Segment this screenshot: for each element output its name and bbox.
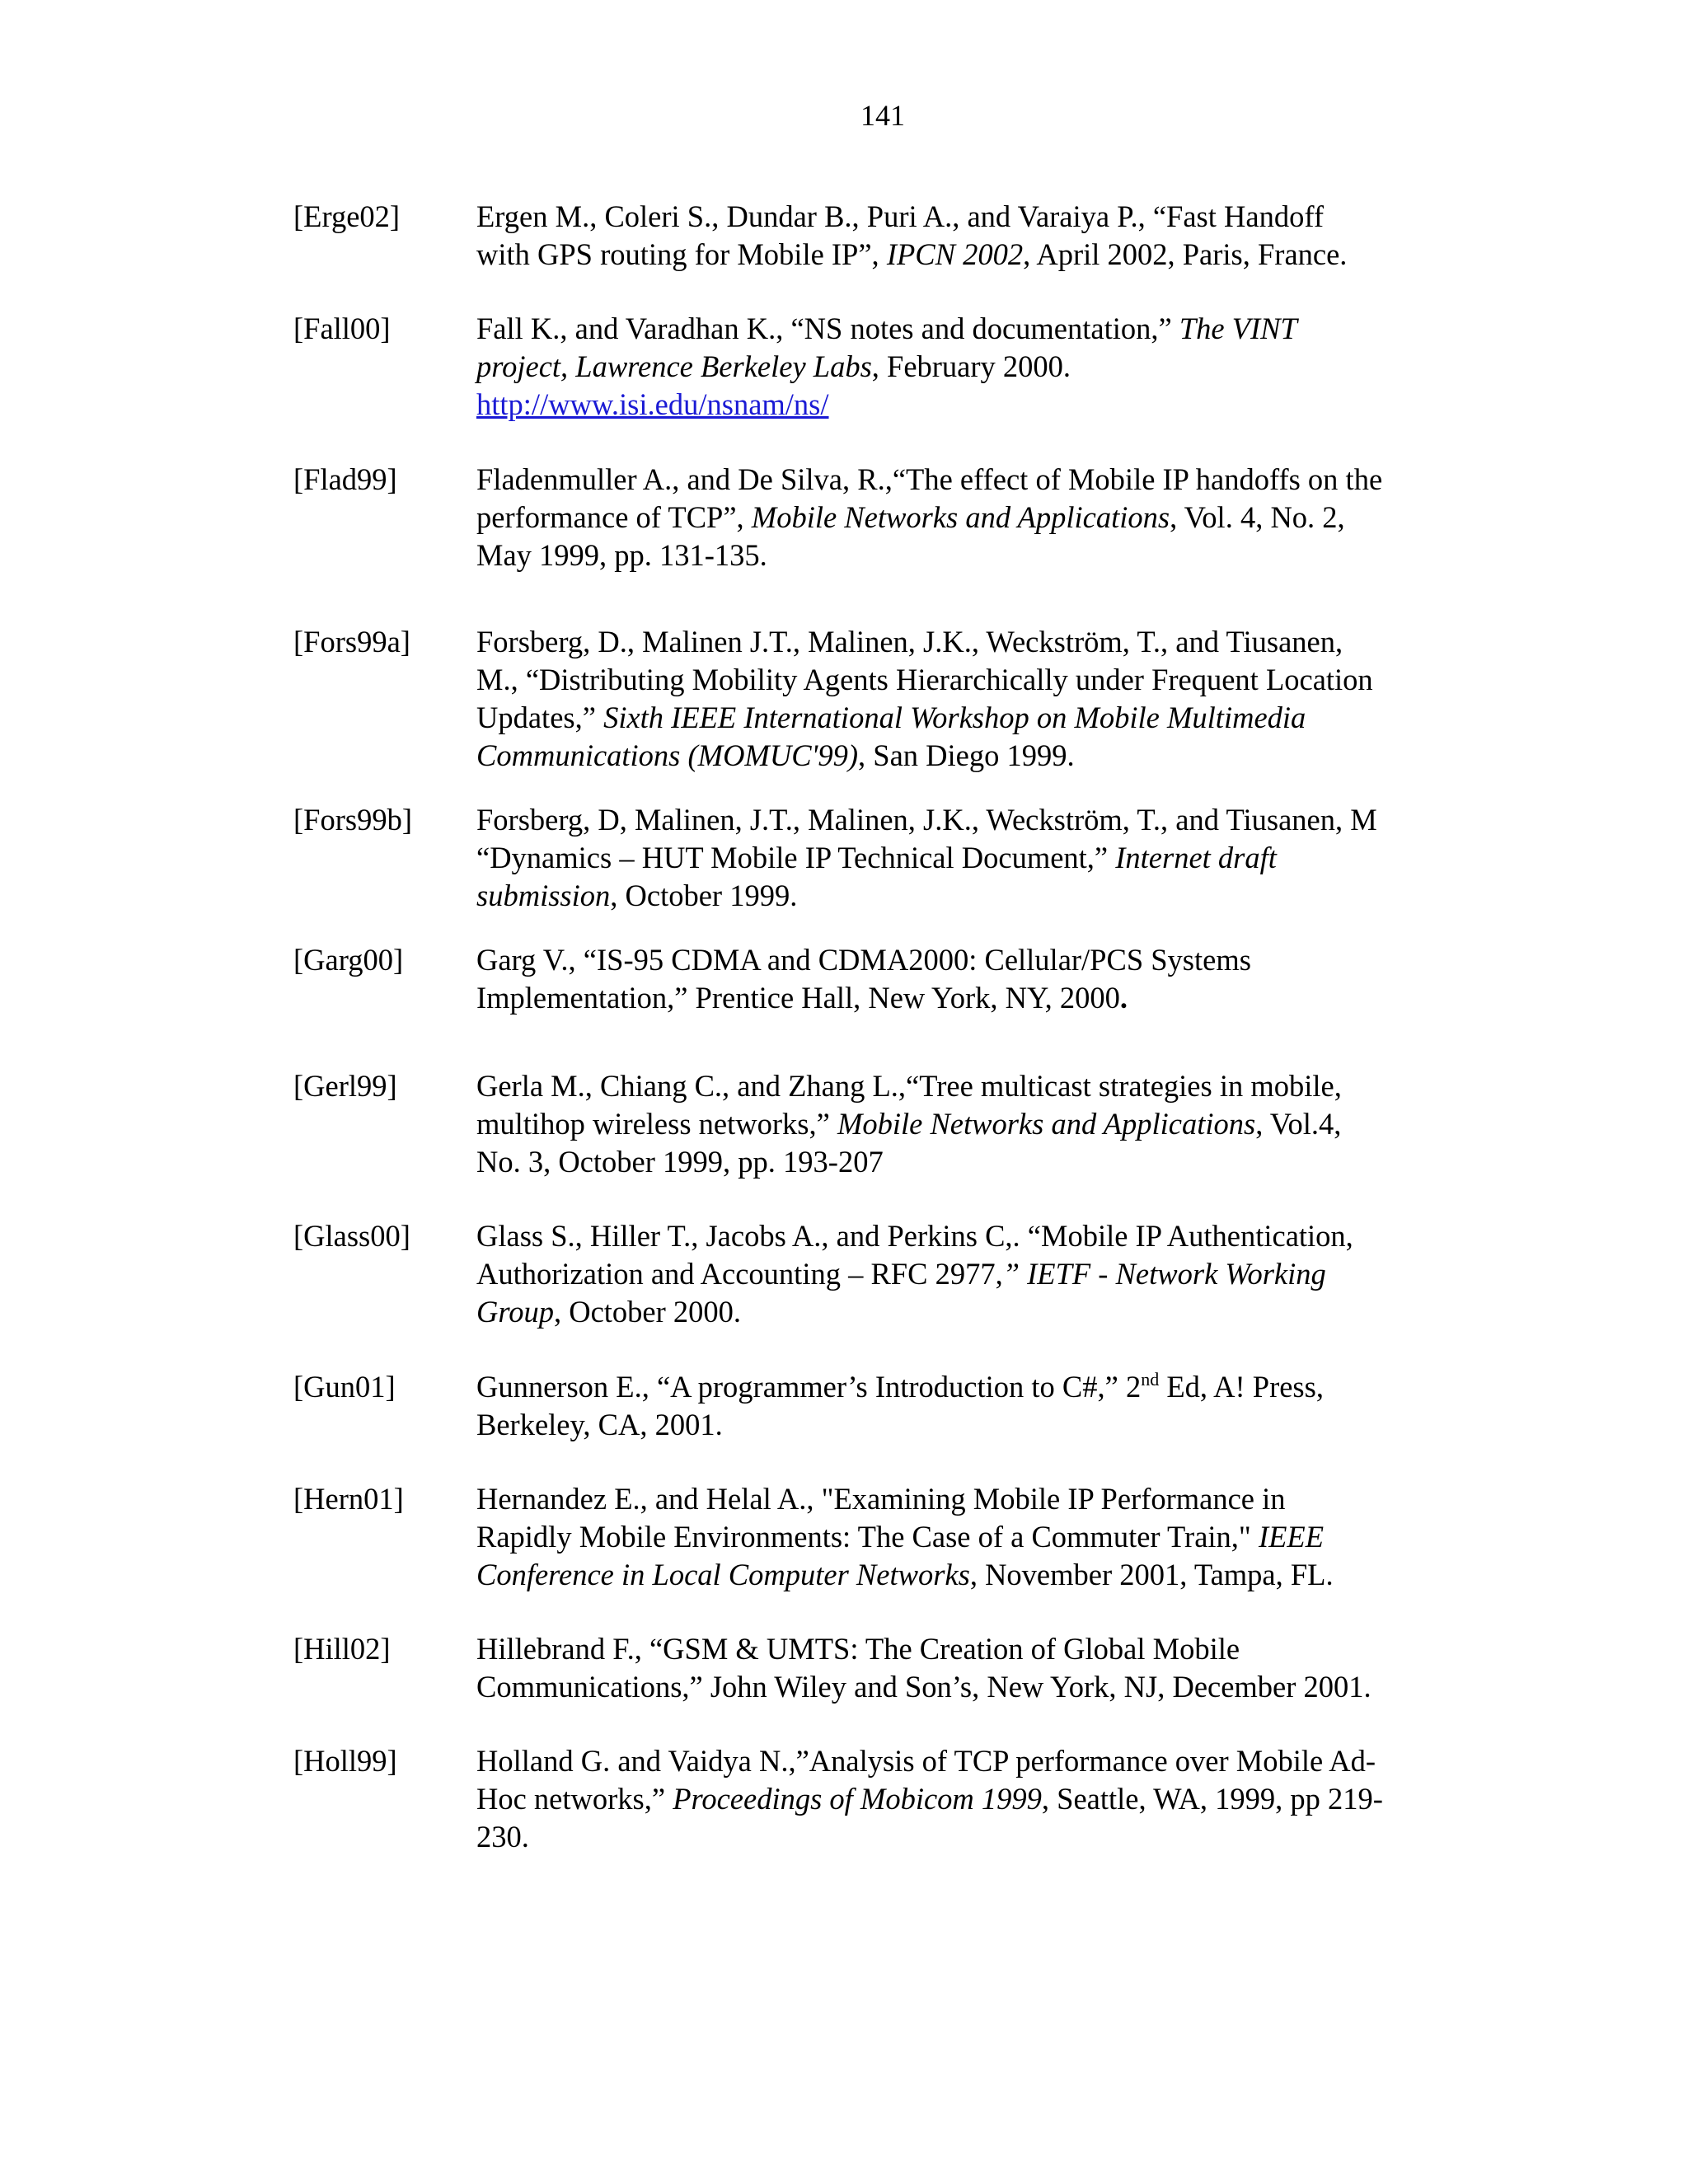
reference-line bbox=[476, 386, 1478, 424]
text-segment: No. 3, October 1999, pp. 193-207 bbox=[476, 1145, 884, 1179]
reference-text bbox=[476, 461, 1478, 574]
reference-line bbox=[476, 737, 1478, 775]
reference-text bbox=[476, 623, 1478, 775]
text-segment: Updates,” bbox=[476, 701, 604, 734]
text-segment: Forsberg, D, Malinen, J.T., Malinen, J.K., Weckström, T., and Tiusanen, M bbox=[476, 803, 1377, 837]
reference-key: [Glass00] bbox=[293, 1219, 410, 1253]
reference-line bbox=[476, 1105, 1478, 1143]
reference-line bbox=[476, 839, 1478, 877]
reference-text bbox=[476, 801, 1478, 915]
reference-line bbox=[476, 348, 1478, 386]
italic-text: project, Lawrence Berkeley Labs bbox=[476, 349, 872, 383]
reference-line bbox=[476, 499, 1478, 537]
text-segment: Gunnerson E., “A programmer’s Introduction to C#,” 2 bbox=[476, 1370, 1142, 1404]
text-segment: performance of TCP”, bbox=[476, 500, 752, 534]
reference-key: [Fors99a] bbox=[293, 625, 410, 658]
text-segment: Hernandez E., and Helal A., "Examining Mobile IP Performance in bbox=[476, 1482, 1286, 1516]
italic-text: IPCN 2002 bbox=[886, 237, 1024, 271]
italic-text: ” IETF - Network Working bbox=[1002, 1257, 1326, 1291]
text-segment: Ed, A! Press, bbox=[1159, 1370, 1324, 1404]
text-segment: Fladenmuller A., and De Silva, R.,“The effect of Mobile IP handoffs on the bbox=[476, 462, 1383, 496]
reference-line bbox=[476, 1217, 1478, 1255]
text-segment: , February 2000. bbox=[871, 349, 1071, 383]
text-segment: Berkeley, CA, 2001. bbox=[476, 1408, 723, 1441]
italic-text: Proceedings of Mobicom 1999 bbox=[673, 1782, 1042, 1816]
text-segment: , November 2001, Tampa, FL. bbox=[969, 1558, 1334, 1591]
text-segment: Forsberg, D., Malinen J.T., Malinen, J.K., Weckström, T., and Tiusanen, bbox=[476, 625, 1343, 658]
italic-text: IEEE bbox=[1258, 1520, 1324, 1554]
reference-line bbox=[476, 1143, 1478, 1181]
reference-text bbox=[476, 198, 1478, 274]
reference-text bbox=[476, 1217, 1478, 1331]
text-segment: M., “Distributing Mobility Agents Hierarchically under Frequent Location bbox=[476, 663, 1373, 696]
text-segment: , San Diego 1999. bbox=[858, 738, 1075, 772]
reference-line bbox=[476, 1293, 1478, 1331]
reference-text bbox=[476, 1067, 1478, 1181]
reference-line bbox=[476, 1818, 1478, 1856]
reference-line bbox=[476, 1742, 1478, 1780]
text-segment: Rapidly Mobile Environments: The Case of a Commuter Train," bbox=[476, 1520, 1259, 1554]
text-segment: , October 1999. bbox=[610, 879, 798, 912]
text-segment: May 1999, pp. 131-135. bbox=[476, 538, 767, 572]
reference-key: [Hern01] bbox=[293, 1482, 404, 1516]
reference-line bbox=[476, 801, 1478, 839]
italic-text: Communications (MOMUC'99) bbox=[476, 738, 859, 772]
reference-line bbox=[476, 623, 1478, 661]
text-segment: 230. bbox=[476, 1820, 529, 1854]
italic-text: Group bbox=[476, 1295, 554, 1329]
text-segment: Ergen M., Coleri S., Dundar B., Puri A., and Varaiya P., “Fast Handoff bbox=[476, 199, 1324, 233]
italic-text: Sixth IEEE International Workshop on Mobile Multimedia bbox=[603, 701, 1306, 734]
reference-line bbox=[476, 1780, 1478, 1818]
page-number: 141 bbox=[860, 99, 905, 132]
text-segment: Holland G. and Vaidya N.,”Analysis of TCP performance over Mobile Ad- bbox=[476, 1744, 1376, 1778]
reference-line bbox=[476, 877, 1478, 915]
text-segment: Garg V., “IS-95 CDMA and CDMA2000: Cellular/PCS Systems bbox=[476, 943, 1251, 977]
reference-text bbox=[476, 941, 1478, 1017]
reference-line bbox=[476, 1067, 1478, 1105]
reference-key: [Flad99] bbox=[293, 462, 397, 496]
text-segment: multihop wireless networks,” bbox=[476, 1107, 837, 1141]
reference-line bbox=[476, 661, 1478, 699]
reference-line bbox=[476, 310, 1478, 348]
reference-key: [Gerl99] bbox=[293, 1069, 397, 1103]
reference-text bbox=[476, 310, 1478, 424]
reference-line bbox=[476, 236, 1478, 274]
italic-text: Mobile Networks and Applications bbox=[751, 500, 1170, 534]
text-segment: Gerla M., Chiang C., and Zhang L.,“Tree multicast strategies in mobile, bbox=[476, 1069, 1342, 1103]
italic-text: Conference in Local Computer Networks bbox=[476, 1558, 970, 1591]
reference-line bbox=[476, 1630, 1478, 1668]
reference-line bbox=[476, 1518, 1478, 1556]
superscript-text: nd bbox=[1141, 1369, 1160, 1390]
reference-line bbox=[476, 1368, 1478, 1406]
text-segment: Hoc networks,” bbox=[476, 1782, 673, 1816]
reference-key: [Fors99b] bbox=[293, 803, 412, 837]
bold-text: . bbox=[1119, 981, 1128, 1015]
reference-key: [Holl99] bbox=[293, 1744, 397, 1778]
reference-line bbox=[476, 1255, 1478, 1293]
text-segment: Authorization and Accounting – RFC 2977, bbox=[476, 1257, 1003, 1291]
reference-line bbox=[476, 1668, 1478, 1706]
reference-text bbox=[476, 1480, 1478, 1594]
reference-line bbox=[476, 1556, 1478, 1594]
text-segment: Fall K., and Varadhan K., “NS notes and documentation,” bbox=[476, 312, 1179, 345]
reference-key: [Garg00] bbox=[293, 943, 404, 977]
italic-text: Mobile Networks and Applications bbox=[837, 1107, 1256, 1141]
reference-key: [Hill02] bbox=[293, 1632, 391, 1666]
reference-key: [Gun01] bbox=[293, 1370, 396, 1404]
reference-link[interactable]: http://www.isi.edu/nsnam/ns/ bbox=[476, 387, 829, 421]
reference-key: [Erge02] bbox=[293, 199, 401, 233]
italic-text: Internet draft bbox=[1115, 841, 1277, 874]
text-segment: Hillebrand F., “GSM & UMTS: The Creation of Global Mobile bbox=[476, 1632, 1240, 1666]
text-segment: Glass S., Hiller T., Jacobs A., and Perkins C,. “Mobile IP Authentication, bbox=[476, 1219, 1353, 1253]
reference-line bbox=[476, 1406, 1478, 1444]
text-segment: Communications,” John Wiley and Son’s, New York, NJ, December 2001. bbox=[476, 1670, 1372, 1704]
reference-line bbox=[476, 1480, 1478, 1518]
text-segment: , October 2000. bbox=[553, 1295, 742, 1329]
text-segment: with GPS routing for Mobile IP”, bbox=[476, 237, 887, 271]
text-segment: “Dynamics – HUT Mobile IP Technical Document,” bbox=[476, 841, 1116, 874]
reference-line bbox=[476, 979, 1478, 1017]
reference-line bbox=[476, 198, 1478, 236]
reference-line bbox=[476, 699, 1478, 737]
italic-text: The VINT bbox=[1179, 312, 1297, 345]
text-segment: , Vol. 4, No. 2, bbox=[1170, 500, 1345, 534]
reference-text bbox=[476, 1368, 1478, 1444]
text-segment: , April 2002, Paris, France. bbox=[1023, 237, 1348, 271]
reference-key: [Fall00] bbox=[293, 312, 391, 345]
reference-line bbox=[476, 461, 1478, 499]
reference-text bbox=[476, 1630, 1478, 1706]
text-segment: Implementation,” Prentice Hall, New York, NY, 2000 bbox=[476, 981, 1120, 1015]
text-segment: , Seattle, WA, 1999, pp 219- bbox=[1041, 1782, 1383, 1816]
reference-line bbox=[476, 941, 1478, 979]
text-segment: , Vol.4, bbox=[1255, 1107, 1342, 1141]
italic-text: submission bbox=[476, 879, 611, 912]
reference-text bbox=[476, 1742, 1478, 1856]
reference-line bbox=[476, 537, 1478, 574]
